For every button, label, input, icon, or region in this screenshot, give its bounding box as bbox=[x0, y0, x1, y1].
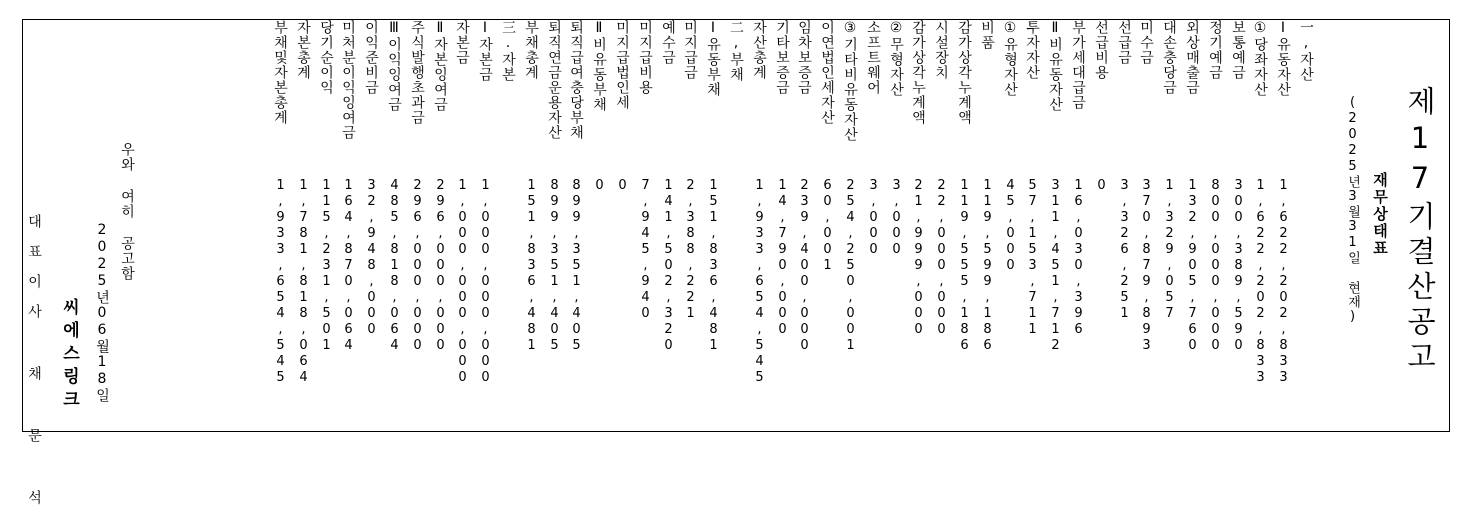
ledger-item-label: 一,자산 bbox=[1298, 20, 1314, 82]
ledger-item-value: 57,153,711 bbox=[1025, 178, 1040, 338]
ledger-item-value: 32,948,000 bbox=[364, 178, 379, 338]
ledger-item-value: 1,933,654,545 bbox=[273, 178, 288, 386]
ledger-item-label: 미지급법인세 bbox=[614, 20, 630, 110]
ledger-item-label: 미지급금 bbox=[682, 20, 698, 80]
ledger-item-value: 119,599,186 bbox=[980, 178, 995, 354]
ledger-item-value: 485,818,064 bbox=[387, 178, 402, 354]
ledger-item-label: 당기순이익 bbox=[318, 20, 334, 95]
ledger-item-value: 296,000,000 bbox=[410, 178, 425, 354]
ledger-item-value: 21,999,000 bbox=[911, 178, 926, 338]
ledger-item-label: 예수금 bbox=[660, 20, 676, 65]
ledger-item-label: 시설장치 bbox=[933, 20, 949, 80]
ledger-item-value: 1,933,654,545 bbox=[752, 178, 767, 386]
ledger-item-value: 14,790,000 bbox=[775, 178, 790, 338]
ledger-item-label: 미처분이익잉여금 bbox=[340, 20, 356, 140]
ledger-item-label: ①유형자산 bbox=[1002, 20, 1018, 97]
ledger-item-label: 퇴직연금운용자산 bbox=[546, 20, 562, 140]
ledger-item-value: 899,351,405 bbox=[569, 178, 584, 354]
ledger-item-label: ①당좌자산 bbox=[1252, 20, 1268, 97]
ledger-item-value: 0 bbox=[615, 178, 630, 194]
ledger-item-label: Ⅱ자본잉여금 bbox=[432, 20, 448, 112]
notice-date: 2025년06월18일 bbox=[94, 222, 110, 403]
report-period: (2025년3월31일 현재) bbox=[1345, 95, 1360, 325]
ledger-item-label: 三.자본 bbox=[500, 20, 516, 82]
ledger-item-label: 투자자산 bbox=[1024, 20, 1040, 80]
ledger-item-label: 소프트웨어 bbox=[865, 20, 881, 95]
ledger-item-value: 3,000 bbox=[866, 178, 881, 258]
ledger-item-label: 부채총계 bbox=[523, 20, 539, 80]
ledger-item-value: 141,502,320 bbox=[661, 178, 676, 354]
ledger-item-value: 300,389,590 bbox=[1231, 178, 1246, 354]
document-subtitle: 재무상태표 bbox=[1371, 172, 1389, 257]
ledger-item-label: 주식발행초과금 bbox=[409, 20, 425, 125]
ledger-item-value: 16,030,396 bbox=[1071, 178, 1086, 338]
ledger-item-value: 296,000,000 bbox=[433, 178, 448, 354]
ledger-item-value: 370,879,893 bbox=[1139, 178, 1154, 354]
ledger-item-value: 22,000,000 bbox=[934, 178, 949, 338]
ledger-item-value: 60,001 bbox=[820, 178, 835, 274]
ledger-item-label: 선급금 bbox=[1116, 20, 1132, 65]
ledger-item-value: 239,400,000 bbox=[797, 178, 812, 354]
ledger-item-label: 보통예금 bbox=[1230, 20, 1246, 80]
ledger-item-label: 임차보증금 bbox=[796, 20, 812, 95]
ledger-item-label: 부채및자본총계 bbox=[272, 20, 288, 125]
document-title: 제17기결산공고 bbox=[1403, 86, 1437, 376]
ledger-item-label: 기타보증금 bbox=[774, 20, 790, 95]
ledger-item-value: 7,945,940 bbox=[638, 178, 653, 322]
ledger-item-label: 이익준비금 bbox=[363, 20, 379, 95]
ledger-item-value: 1,000,000,000 bbox=[478, 178, 493, 386]
ledger-item-label: Ⅰ유동부채 bbox=[705, 20, 721, 97]
ledger-item-label: 외상매출금 bbox=[1184, 20, 1200, 95]
ledger-item-label: 선급비용 bbox=[1093, 20, 1109, 80]
ledger-item-value: 1,781,818,064 bbox=[296, 178, 311, 386]
ledger-item-value: 119,555,186 bbox=[957, 178, 972, 354]
ledger-item-label: 감가상각누계액 bbox=[956, 20, 972, 125]
ledger-item-label: Ⅱ비유동부채 bbox=[591, 20, 607, 112]
ledger-item-value: 0 bbox=[1094, 178, 1109, 194]
ledger-item-label: ③기타비유동자산 bbox=[842, 20, 858, 142]
ledger-item-value: 0 bbox=[592, 178, 607, 194]
ledger-item-value: 2,388,221 bbox=[683, 178, 698, 322]
ledger-item-value: 115,231,501 bbox=[319, 178, 334, 354]
company-name: 씨에스링크 bbox=[59, 298, 79, 413]
ledger-item-label: 二,부채 bbox=[728, 20, 744, 82]
ledger-item-value: 3,000 bbox=[889, 178, 904, 258]
ledger-item-label: Ⅲ이익잉여금 bbox=[386, 20, 402, 112]
ledger-item-label: 자본금 bbox=[454, 20, 470, 65]
ledger-item-value: 164,870,064 bbox=[341, 178, 356, 354]
ledger-item-label: 미수금 bbox=[1138, 20, 1154, 65]
ledger-item-value: 1,622,202,833 bbox=[1253, 178, 1268, 386]
ledger-item-label: 정기예금 bbox=[1207, 20, 1223, 80]
ledger-item-label: Ⅰ자본금 bbox=[477, 20, 493, 82]
ledger-item-value: 1,622,202,833 bbox=[1276, 178, 1291, 386]
ledger-item-label: 퇴직급여충당부채 bbox=[568, 20, 584, 140]
ledger-item-label: 이연법인세자산 bbox=[819, 20, 835, 125]
ledger-item-value: 254,250,001 bbox=[843, 178, 858, 354]
ledger-item-value: 899,351,405 bbox=[547, 178, 562, 354]
ledger-item-label: 자본총계 bbox=[295, 20, 311, 80]
ledger-item-label: 대손충당금 bbox=[1161, 20, 1177, 95]
ledger-item-value: 132,905,760 bbox=[1185, 178, 1200, 354]
ledger-item-value: 800,000,000 bbox=[1208, 178, 1223, 354]
ledger-item-label: 자산총계 bbox=[751, 20, 767, 80]
ledger-item-value: 3,326,251 bbox=[1117, 178, 1132, 322]
ledger-item-label: 미지급비용 bbox=[637, 20, 653, 95]
ledger-item-value: 151,836,481 bbox=[524, 178, 539, 354]
notice-statement: 우와 여히 공고함 bbox=[119, 142, 135, 281]
ledger-item-label: 비품 bbox=[979, 20, 995, 50]
ledger-item-label: 부가세대급금 bbox=[1070, 20, 1086, 110]
ledger-item-value: 1,000,000,000 bbox=[455, 178, 470, 386]
ledger-item-label: Ⅰ유동자산 bbox=[1275, 20, 1291, 97]
ledger-item-value: 1,329,057 bbox=[1162, 178, 1177, 322]
ledger-item-label: 감가상각누계액 bbox=[910, 20, 926, 125]
representative-name: 대표이사 채 문 석 bbox=[26, 214, 42, 520]
ledger-item-value: 151,836,481 bbox=[706, 178, 721, 354]
ledger-item-label: Ⅱ비유동자산 bbox=[1047, 20, 1063, 112]
ledger-item-value: 45,000 bbox=[1003, 178, 1018, 274]
ledger-item-label: ②무형자산 bbox=[888, 20, 904, 97]
ledger-item-value: 311,451,712 bbox=[1048, 178, 1063, 354]
